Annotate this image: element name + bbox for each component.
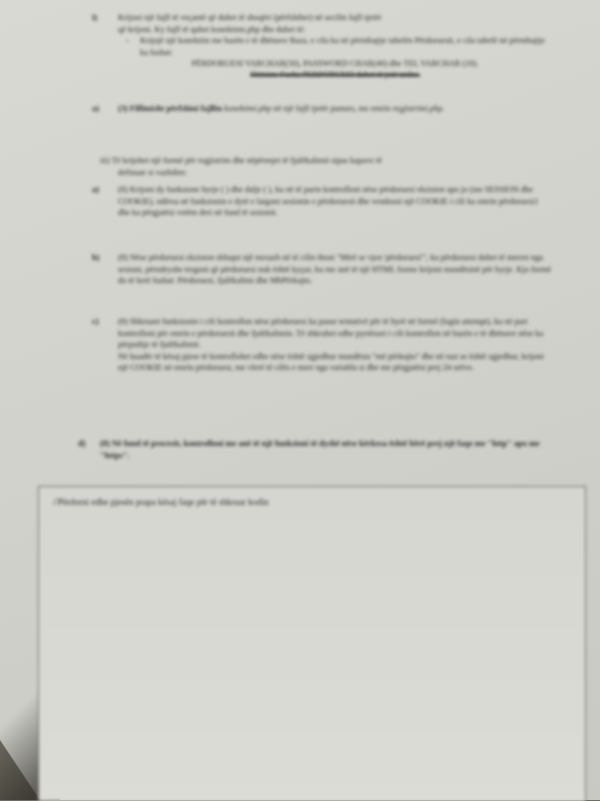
- question-c: [92, 316, 552, 374]
- question-i: [92, 12, 552, 81]
- filename: konektimi.php: [224, 104, 272, 113]
- points: (3) Fillimisht përfshini fajllin: [118, 104, 222, 113]
- question-label: a): [92, 185, 99, 194]
- question-b: [92, 252, 552, 287]
- question-text: (8) Në fund të procesit, kontrolloni me anë të një funksioni të dyshë nëse kërkesa është bërë prej një faqe me "http" apo me "https".: [100, 439, 540, 460]
- question-text: që krijoni. Ky fajll të quhet konektimi.php dhe duhet të:: [118, 24, 306, 34]
- question-text: (8) Shkruani funksionin i cili kontrollon nëse përdoruesi ka pasur tentativë për të hyrë në formë (login attempt), ku në pari kontrolloni për emrin e përdoruesit dhe fjalëkalimin. Të shkruhet edhe pyetësori i cili kontrollon në bazën e të dhënave nëse ka përputhje të fjalëkalimit.: [118, 317, 544, 350]
- question-a: [92, 184, 552, 219]
- filename: regjistrimi.php.: [392, 104, 445, 113]
- question-text: në një fajll tjetër punues, me emrin: [273, 104, 391, 113]
- section-iii-intro: [100, 155, 552, 178]
- answer-box[interactable]: [38, 486, 586, 801]
- sub-bullet: - Krijojë një konektim me bazën e të dhënave Baza, e cila ka në përmbajtje tabelën Përdoruesit, e cila tabelë në përmbajtje ka fushat:: [118, 35, 552, 58]
- section-intro: iii) Të krijohet një formë për regjistrim dhe nëpërmjet të fjalëkalimit sipas kapave të: [100, 156, 382, 165]
- question-d: [78, 438, 552, 461]
- question-label: i): [92, 13, 98, 22]
- question-text: Në kuadër të kësaj pjese të kontrollohet edhe nëse është zgjedhur mundësia "më përkujto" dhe në rast se është zgjedhur, krijoni një COOKIE në emrin përdoruesi, me vlerë të cilës e merr nga variabla si dhe me përgjatësi prej 24 orëve.: [118, 351, 544, 373]
- question-label: b): [92, 253, 100, 262]
- question-label: c): [92, 317, 99, 326]
- question-text: Krijoni një fajll të veçantë që duhet të shoqëri (përfshihet) në secilin fajll tjetër: [118, 13, 382, 22]
- question-ii: [92, 103, 552, 115]
- question-text: (8) Nëse përdoruesi ekziston shfaqni një mesazh në të cilin thoni "Mirë se vjen 'përdoruesi'", ku përdoruesi duhet të merret nga sesioni, përndryshe tregoni që përdoruesi nuk është kyçur, ku me anë të një HTML forme krijoni mundësinë për hyrje. Kjo formë do të ketë fushat: Përdoruesi, fjalëkalimi dhe MbPërkujto.: [118, 253, 552, 286]
- section-intro: definuar si vazhdim:: [118, 167, 187, 177]
- fields-line: PËRDORUESI VARCHAR(50), PASSWORD CHAR(40) dhe TEL VARCHAR (10).: [191, 59, 479, 69]
- answer-prompt: //Përdorni edhe pjesën prapa kësaj faqe për të shkruar kodin: [53, 497, 269, 507]
- question-label: d): [78, 439, 86, 448]
- fields-note: Shënim: Fusha PERDORUESI duhet të jetë unike.: [250, 69, 420, 79]
- question-label: a): [92, 104, 99, 113]
- question-text: (8) Krijoni dy funksione hyrje ( ) dhe dalje ( ), ku në të parin kontrolloni nëse përdoruesi ekziston apo jo (me SESSION dhe COOKIE), ndërsa në funksionin e dytë e largoni sesionin e përdoruesit dhe vendosni një COOKIE i cili ka emrin përdoruesi1 dhe ka përgjatësi vetëm deri në fund të sesionit.: [118, 185, 539, 218]
